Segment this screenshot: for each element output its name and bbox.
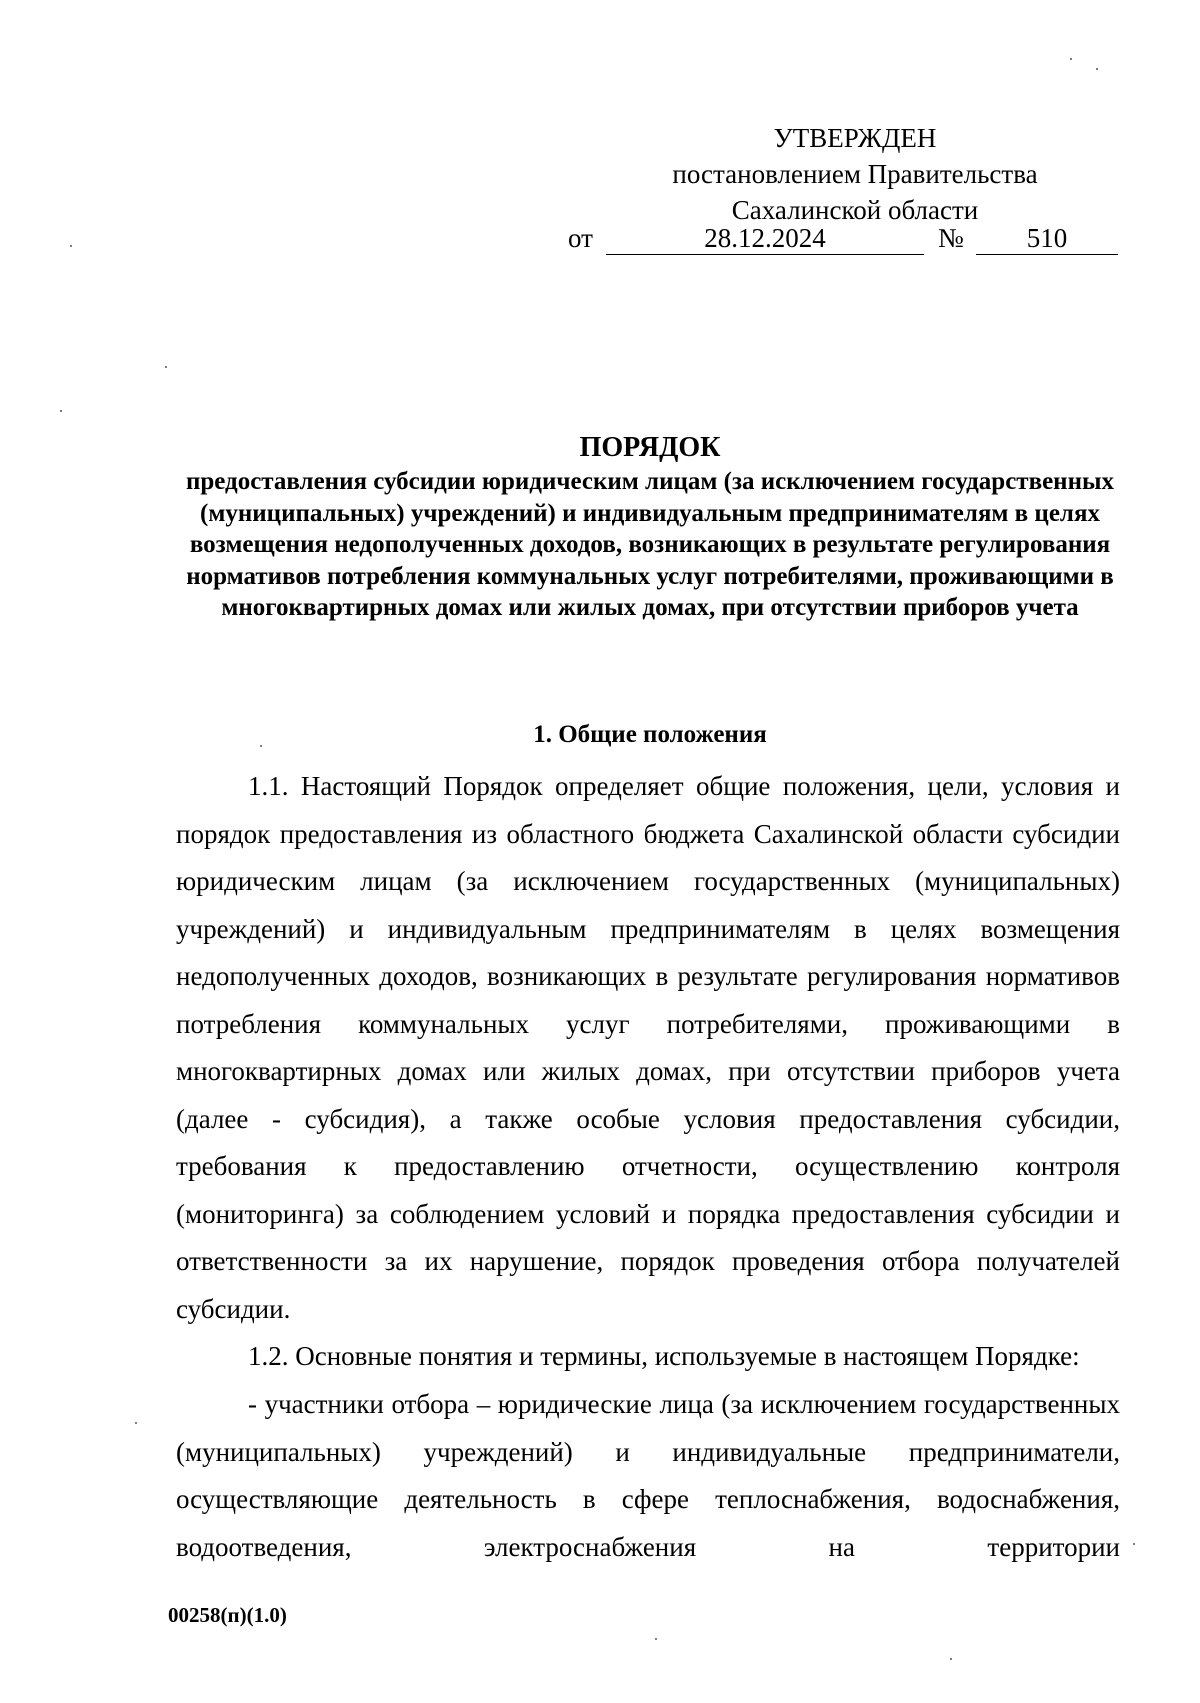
scan-speck <box>60 410 62 412</box>
approval-title: УТВЕРЖДЕН <box>773 123 937 153</box>
footer-code: 00258(п)(1.0) <box>168 1603 287 1627</box>
scan-speck <box>165 366 167 368</box>
approval-date: 28.12.2024 <box>606 223 924 255</box>
scan-speck <box>135 1422 137 1424</box>
scan-speck <box>655 1638 657 1640</box>
scan-speck <box>950 1658 952 1660</box>
scan-speck <box>260 745 262 747</box>
scan-speck <box>1096 68 1098 70</box>
scan-speck <box>1070 58 1072 60</box>
approval-line-region: Сахалинской области <box>731 195 979 225</box>
approval-number: 510 <box>976 223 1118 255</box>
approval-date-row <box>568 223 1138 259</box>
title-subtitle: предоставления субсидии юридическим лицам (за исключением государственных (муниципальных) учреждений) и индивидуальным предпринимателям в целях возмещения недополученных доходов, возникающих в результате регулирования нормативов потребления коммунальных услуг потребителями, проживающими в многоквартирных домах или жилых домах, при отсутствии приборов учета <box>185 468 1115 621</box>
approval-block <box>570 120 1140 228</box>
section-heading: 1. Общие положения <box>533 721 767 748</box>
paragraph-1-2: 1.2. Основные понятия и термины, используемые в настоящем Порядке: <box>248 1341 1080 1371</box>
approval-line-decree: постановлением Правительства <box>672 159 1038 189</box>
number-sign: № <box>938 223 964 253</box>
document-title <box>170 432 1130 624</box>
from-label: от <box>568 223 593 253</box>
scan-speck <box>1133 1543 1135 1545</box>
scan-speck <box>70 245 72 247</box>
paragraph-1-2-item: - участники отбора – юридические лица (за исключением государственных (муниципальных) учреждений) и индивидуальные предприниматели, осуществляющие деятельность в сфере теплоснабжения, водоснабжения, водоотведения, электроснабжения на территории <box>176 1389 1120 1562</box>
title-heading: ПОРЯДОК <box>579 432 721 463</box>
paragraph-1-1: 1.1. Настоящий Порядок определяет общие положения, цели, условия и порядок предоставления из областного бюджета Сахалинской области субсидии юридическим лицам (за исключением государственных (муниципальных) учреждений) и индивидуальным предпринимателям в целях возмещения недополученных доходов, возникающих в результате регулирования нормативов потребления коммунальных услуг потребителями, проживающими в многоквартирных домах или жилых домах, при отсутствии приборов учета (далее - субсидия), а также особые условия предоставления субсидии, требования к предоставлению отчетности, осуществлению контроля (мониторинга) за соблюдением условий и порядка предоставления субсидии и ответственности за их нарушение, порядок проведения отбора получателей субсидии. <box>176 771 1120 1324</box>
